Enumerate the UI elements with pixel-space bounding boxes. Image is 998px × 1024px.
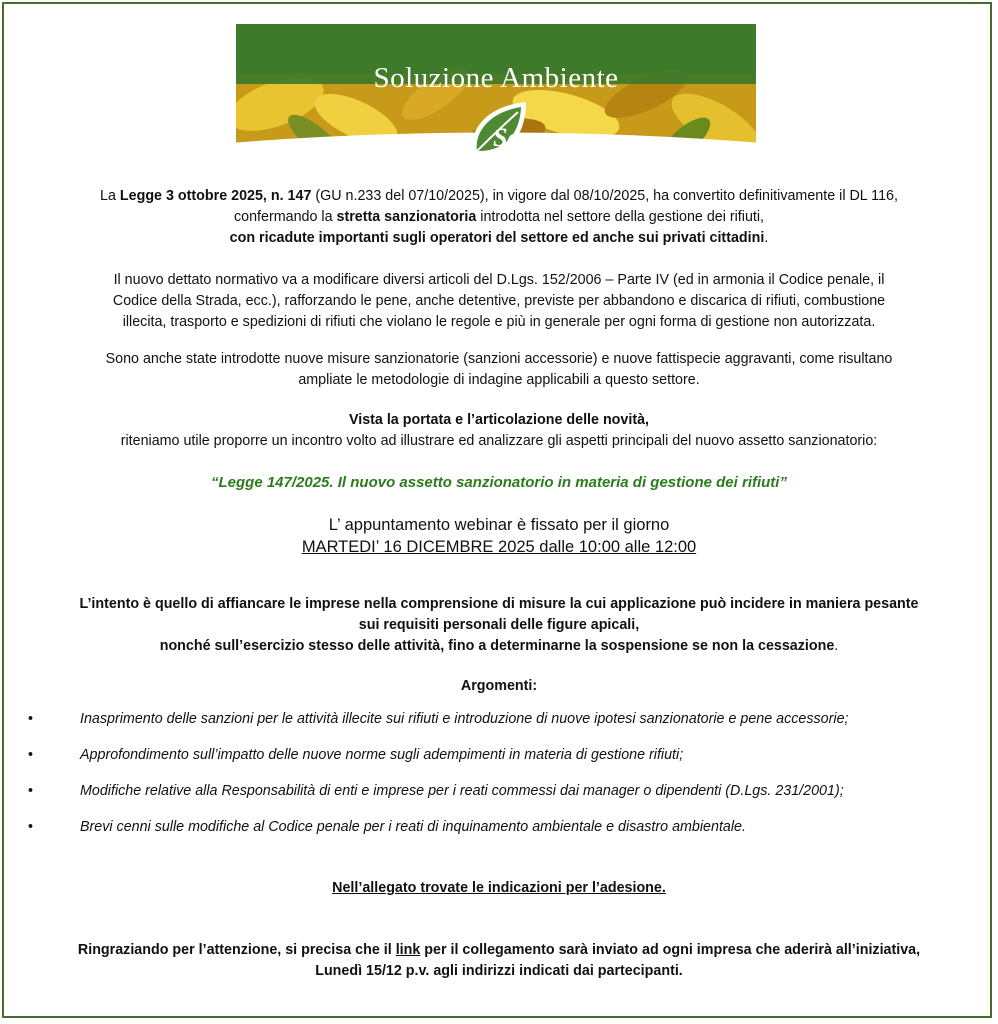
list-item: • Modifiche relative alla Responsabilità di enti e imprese per i reati commessi dai manager o dipendenti (D.Lgs. 231/2001); (20, 776, 970, 812)
intent-paragraph: L’intento è quello di affiancare le imprese nella comprensione di misure la cui applicazione può incidere in maniera pesante sui requisiti personali delle figure apicali, nonché sull’esercizio stesso delle attività, fino a determinarne la sospensione se non la cessazione. (79, 596, 919, 654)
brand-name: Soluzione Ambiente (373, 62, 619, 94)
topics-heading: Argomenti: (460, 678, 538, 694)
event-date-block (20, 514, 978, 558)
event-title: “Legge 147/2025. Il nuovo assetto sanzionatorio in materia di gestione dei rifiuti” (211, 474, 787, 491)
intro-paragraph-2: Il nuovo dettato normativo va a modificare diversi articoli del D.Lgs. 152/2006 – Parte IV (ed in armonia il Codice penale, il Codice della Strada, ecc.), rafforzando le pene, anche detentive, previste per abbandono e discarica di rifiuti, combustione illecita, trasporto e spedizioni di rifiuti che violano le regole e più in generale per ogni forma di gestione non autorizzata. (112, 272, 886, 330)
list-item: • Brevi cenni sulle modifiche al Codice penale per i reati di inquinamento ambientale e disastro ambientale. (20, 812, 970, 848)
closing-paragraph: Ringraziando per l’attenzione, si precisa che il link per il collegamento sarà inviato ad ogni impresa che aderirà all’iniziativa, Lunedì 15/12 p.v. agli indirizzi indicati dai partecipanti. (77, 942, 921, 979)
bullet-icon: • (28, 783, 34, 799)
header-banner (236, 24, 756, 164)
intro-paragraph-4: Vista la portata e l’articolazione delle novità, riteniamo utile proporre un incontro volto ad illustrare ed analizzare gli aspetti principali del nuovo assetto sanzionatorio: (120, 412, 878, 449)
event-date: MARTEDI’ 16 DICEMBRE 2025 dalle 10:00 alle 12:00 (301, 538, 697, 556)
svg-text:Sa: Sa (493, 123, 521, 152)
attachment-note: Nell’allegato trovate le indicazioni per l’adesione. (332, 880, 666, 896)
list-item: • Inasprimento delle sanzioni per le attività illecite sui rifiuti e introduzione di nuove ipotesi sanzionatorie e pene accessorie; (20, 704, 970, 740)
event-intro: L’ appuntamento webinar è fissato per il giorno (328, 516, 670, 534)
bullet-icon: • (28, 819, 34, 835)
bullet-icon: • (28, 747, 34, 763)
topics-list (20, 704, 970, 848)
intro-paragraph-3: Sono anche state introdotte nuove misure sanzionatorie (sanzioni accessorie) e nuove fattispecie aggravanti, come risultano ampliate le metodologie di indagine applicabili a questo settore. (105, 351, 893, 388)
bullet-icon: • (28, 711, 34, 727)
list-item: • Approfondimento sull’impatto delle nuove norme sugli adempimenti in materia di gestione rifiuti; (20, 740, 970, 776)
link[interactable]: link (395, 942, 421, 958)
intro-paragraph-1: La Legge 3 ottobre 2025, n. 147 (GU n.233 del 07/10/2025), in vigore dal 08/10/2025, ha convertito definitivamente il DL 116, confermando la stretta sanzionatoria introdotta nel settore della gestione dei rifiuti, con ricadute importanti sugli operatori del settore ed anche sui privati cittadini. (100, 188, 898, 246)
